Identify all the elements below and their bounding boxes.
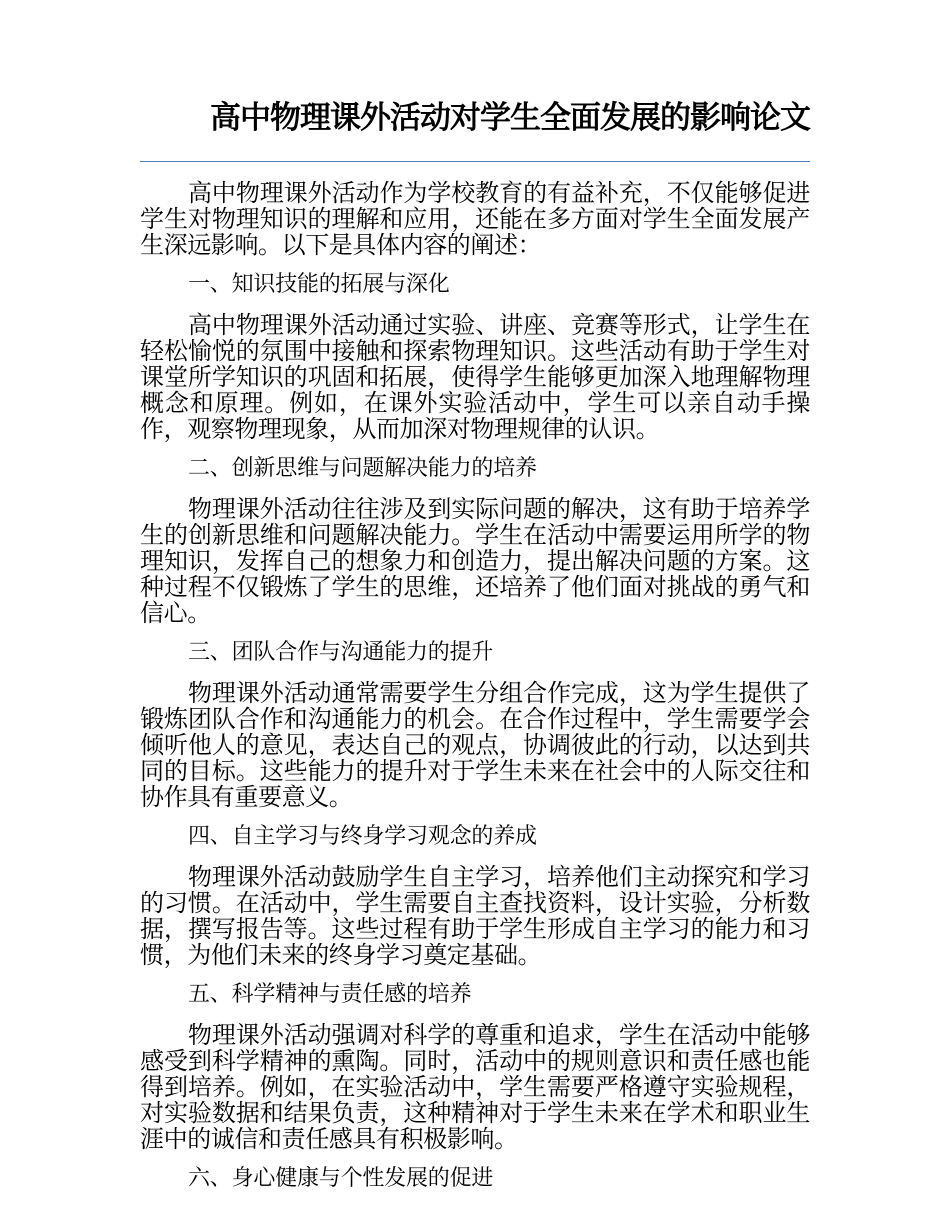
section-paragraph-3: 物理课外活动通常需要学生分组合作完成，这为学生提供了锻炼团队合作和沟通能力的机会。在合作过程中，学生需要学会倾听他人的意见，表达自己的观点，协调彼此的行动，以达到共同的目标。这些能力的提升对于学生未来在社会中的人际交往和协作具有重要意义。 <box>140 679 810 811</box>
section-paragraph-1: 高中物理课外活动通过实验、讲座、竞赛等形式，让学生在轻松愉悦的氛围中接触和探索物理知识。这些活动有助于学生对课堂所学知识的巩固和拓展，使得学生能够更加深入地理解物理概念和原理。例如，在课外实验活动中，学生可以亲自动手操作，观察物理现象，从而加深对物理规律的认识。 <box>140 311 810 443</box>
section-paragraph-2: 物理课外活动往往涉及到实际问题的解决，这有助于培养学生的创新思维和问题解决能力。学生在活动中需要运用所学的物理知识，发挥自己的想象力和创造力，提出解决问题的方案。这种过程不仅锻炼了学生的思维，还培养了他们面对挑战的勇气和信心。 <box>140 495 810 627</box>
intro-paragraph: 高中物理课外活动作为学校教育的有益补充，不仅能够促进学生对物理知识的理解和应用，还能在多方面对学生全面发展产生深远影响。以下是具体内容的阐述： <box>140 179 810 259</box>
title-underline <box>140 161 810 162</box>
section-heading-5: 五、科学精神与责任感的培养 <box>188 982 472 1007</box>
document-title: 高中物理课外活动对学生全面发展的影响论文 <box>210 100 810 136</box>
section-paragraph-5: 物理课外活动强调对科学的尊重和追求，学生在活动中能够感受到科学精神的熏陶。同时，活动中的规则意识和责任感也能得到培养。例如，在实验活动中，学生需要严格遵守实验规程，对实验数据和结果负责，这种精神对于学生未来在学术和职业生涯中的诚信和责任感具有积极影响。 <box>140 1021 810 1153</box>
section-heading-1: 一、知识技能的拓展与深化 <box>188 272 450 297</box>
section-heading-3: 三、团队合作与沟通能力的提升 <box>188 640 494 665</box>
section-heading-2: 二、创新思维与问题解决能力的培养 <box>188 456 537 481</box>
section-heading-4: 四、自主学习与终身学习观念的养成 <box>188 824 537 849</box>
section-paragraph-4: 物理课外活动鼓励学生自主学习，培养他们主动探究和学习的习惯。在活动中，学生需要自主查找资料，设计实验，分析数据，撰写报告等。这些过程有助于学生形成自主学习的能力和习惯，为他们未来的终身学习奠定基础。 <box>140 863 810 969</box>
section-heading-6: 六、身心健康与个性发展的促进 <box>188 1166 494 1191</box>
document-body <box>140 180 810 1206</box>
